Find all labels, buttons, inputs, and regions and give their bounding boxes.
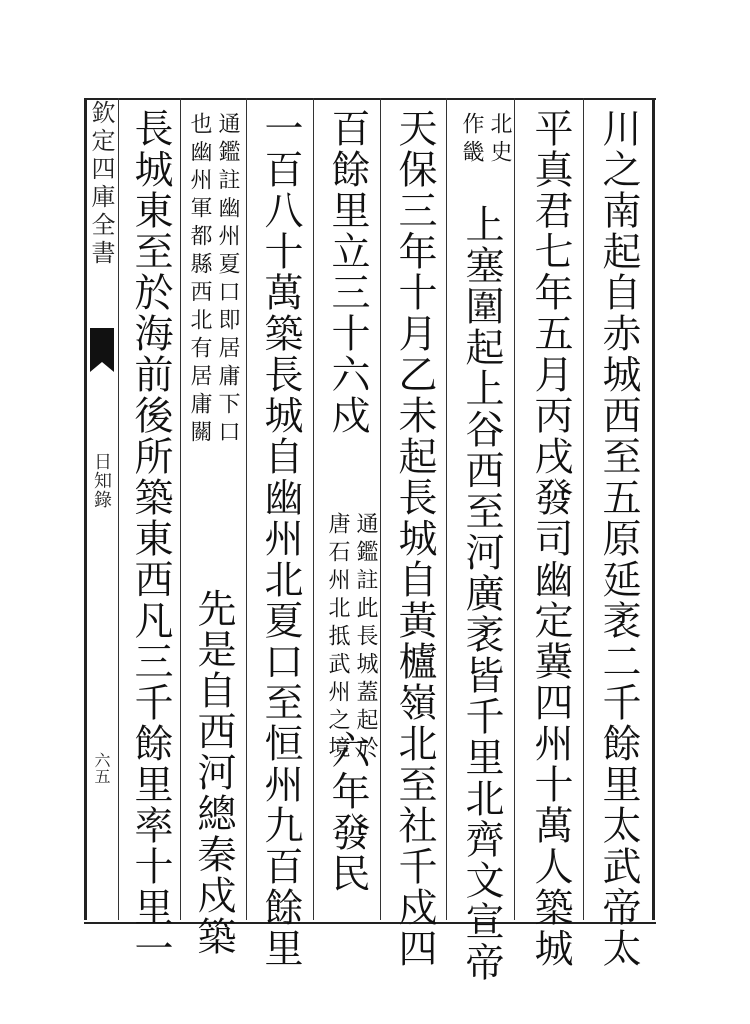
note-right-line: 通鑑註幽州夏口即居庸下口 xyxy=(215,112,240,448)
collection-title: 欽定四庫全書 xyxy=(87,100,115,268)
text-column-6: 一百八十萬築長城自幽州北夏口至恒州九百餘里 xyxy=(258,108,303,969)
text-column-5-continued: 六年發民 xyxy=(325,730,370,894)
gutter-separator xyxy=(118,98,119,920)
frame-right-border xyxy=(652,98,655,920)
text-column-8: 長城東至於海前後所築東西凡三千餘里率十里一 xyxy=(128,108,173,969)
book-title: 日知錄 xyxy=(91,452,112,509)
text-column-7: 先是自西河總秦戍築 xyxy=(191,588,236,957)
fishtail-mark xyxy=(90,328,114,362)
note-left-line: 唐石州北抵武州之境 xyxy=(325,512,350,764)
text-column-4: 天保三年十月乙未起長城自黃櫨嶺北至社千戍四 xyxy=(392,108,437,969)
note-right-line: 北史 xyxy=(487,112,512,168)
text-column-1: 川之南起自赤城西至五原延袤二千餘里太武帝太 xyxy=(596,108,641,969)
column-separator xyxy=(446,98,447,920)
column-separator xyxy=(514,98,515,920)
text-column-2: 平真君七年五月丙戌發司幽定冀四州十萬人築城 xyxy=(528,108,573,969)
column-separator xyxy=(380,98,381,920)
note-left-line: 作畿 xyxy=(459,112,484,168)
note-right-line: 通鑑註此長城蓋起於 xyxy=(353,512,378,764)
column-separator xyxy=(246,98,247,920)
folio-number: 六五 xyxy=(92,752,111,784)
column-separator xyxy=(180,98,181,920)
note-left-line: 也幽州軍都縣西北有居庸關 xyxy=(187,112,212,448)
text-column-5: 百餘里立三十六戍 xyxy=(325,108,370,436)
text-column-3: 上塞圍起上谷西至河廣袤皆千里北齊文宣帝 xyxy=(459,204,504,983)
column-separator xyxy=(583,98,584,920)
column-separator xyxy=(313,98,314,920)
